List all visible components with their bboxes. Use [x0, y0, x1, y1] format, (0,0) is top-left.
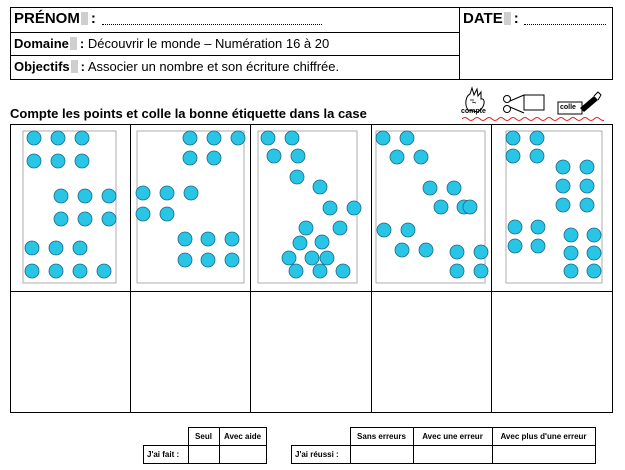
- date-field: DATE :: [463, 10, 519, 27]
- card-5-dot: [580, 160, 594, 174]
- plus-erreur-check-cell[interactable]: [492, 446, 595, 464]
- paste-box-3[interactable]: [251, 292, 370, 412]
- card-1-dot: [25, 264, 39, 278]
- card-2-dot: [160, 186, 174, 200]
- sans-erreurs-header: Sans erreurs: [350, 428, 413, 446]
- card-2-dot: [136, 207, 150, 221]
- card-3-dot: [323, 201, 337, 215]
- card-5-dot: [506, 149, 520, 163]
- card-3-dot: [290, 170, 304, 184]
- card-1-dot: [27, 131, 41, 145]
- card-2-dot: [231, 131, 245, 145]
- card-4-dot: [450, 245, 464, 259]
- card-1-dot: [51, 154, 65, 168]
- card-4-dot: [377, 223, 391, 237]
- card-5-dot: [531, 239, 545, 253]
- card-3-dot: [282, 251, 296, 265]
- seul-header: Seul: [188, 428, 219, 446]
- card-5-dot: [564, 228, 578, 242]
- card-5-dot: [580, 198, 594, 212]
- card-3-dot: [333, 221, 347, 235]
- domaine-label: Domaine: [14, 36, 69, 51]
- card-2-dot: [183, 151, 197, 165]
- instruction-text: Compte les points et colle la bonne étiquette dans la case: [10, 106, 367, 121]
- card-4-dot: [474, 264, 488, 278]
- card-1-dot: [75, 131, 89, 145]
- objectifs-row: Objectifs : Associer un nombre et son écriture chiffrée.: [14, 59, 340, 74]
- card-5-dot: [556, 160, 570, 174]
- card-5-dot: [531, 220, 545, 234]
- card-1-dot: [49, 241, 63, 255]
- card-3-dot: [313, 180, 327, 194]
- prenom-field: PRÉNOM :: [14, 10, 96, 27]
- card-1-dot: [73, 241, 87, 255]
- card-2-dot: [225, 253, 239, 267]
- card-2-dot: [201, 232, 215, 246]
- card-4-dot: [419, 243, 433, 257]
- card-5-dot: [587, 246, 601, 260]
- paste-box-5[interactable]: [492, 292, 612, 412]
- card-1-dot: [97, 264, 111, 278]
- seul-check-cell[interactable]: [188, 446, 219, 464]
- card-5-dot: [580, 179, 594, 193]
- objectifs-value: Associer un nombre et son écriture chiffrée.: [87, 59, 340, 74]
- card-4-dot: [400, 131, 414, 145]
- avec-aide-check-cell[interactable]: [219, 446, 266, 464]
- card-1-dot: [49, 264, 63, 278]
- card-2-dot: [178, 253, 192, 267]
- card-1-dot: [25, 241, 39, 255]
- card-1-dot: [73, 264, 87, 278]
- card-4-dot: [401, 223, 415, 237]
- evaluation-table-left: [143, 427, 267, 464]
- card-2-dot: [207, 151, 221, 165]
- card-5-dot: [530, 131, 544, 145]
- card-3-dot: [320, 251, 334, 265]
- domaine-row: Domaine : Découvrir le monde – Numération 16 à 20: [14, 36, 330, 51]
- card-4-dot: [474, 245, 488, 259]
- card-1-dot: [78, 189, 92, 203]
- card-3-dot: [305, 251, 319, 265]
- card-5-dot: [587, 228, 601, 242]
- card-1-frame: [23, 131, 116, 283]
- jai-fait-label: J'ai fait :: [144, 446, 189, 464]
- card-1-dot: [54, 212, 68, 226]
- card-3-dot: [267, 149, 281, 163]
- card-2-dot: [201, 253, 215, 267]
- card-5-dot: [556, 179, 570, 193]
- card-5-dot: [564, 264, 578, 278]
- card-4-dot: [434, 200, 448, 214]
- card-5-dot: [530, 149, 544, 163]
- card-4-dot: [447, 181, 461, 195]
- card-5-dot: [564, 246, 578, 260]
- card-3-dot: [291, 149, 305, 163]
- prenom-label: PRÉNOM: [14, 10, 80, 27]
- paste-box-1[interactable]: [11, 292, 129, 412]
- card-4-dot: [423, 181, 437, 195]
- card-2-dot: [183, 131, 197, 145]
- card-2-dot: [225, 232, 239, 246]
- colle-label: colle: [560, 104, 576, 111]
- card-2-dot: [160, 207, 174, 221]
- card-5-dot: [508, 220, 522, 234]
- card-4-dot: [376, 131, 390, 145]
- card-1-dot: [102, 212, 116, 226]
- paste-box-4[interactable]: [372, 292, 490, 412]
- card-1-dot: [75, 154, 89, 168]
- card-3-dot: [336, 264, 350, 278]
- une-erreur-check-cell[interactable]: [413, 446, 492, 464]
- card-4-dot: [395, 243, 409, 257]
- card-2-dot: [136, 186, 150, 200]
- domaine-value: Découvrir le monde – Numération 16 à 20: [87, 36, 330, 51]
- compte-label: compte: [461, 108, 486, 115]
- card-5-dot: [556, 198, 570, 212]
- card-5-dot: [587, 264, 601, 278]
- card-2-dot: [178, 232, 192, 246]
- card-3-dot: [347, 201, 361, 215]
- card-1-dot: [54, 189, 68, 203]
- card-3-dot: [261, 131, 275, 145]
- card-3-dot: [285, 131, 299, 145]
- card-3-dot: [289, 264, 303, 278]
- jai-reussi-label: J'ai réussi :: [292, 446, 351, 464]
- card-3-dot: [293, 236, 307, 250]
- card-3-dot: [315, 235, 329, 249]
- card-3-dot: [313, 264, 327, 278]
- date-label: DATE: [463, 10, 503, 27]
- card-5-dot: [508, 239, 522, 253]
- card-1-dot: [78, 212, 92, 226]
- card-1-dot: [27, 154, 41, 168]
- objectifs-label: Objectifs: [14, 59, 70, 74]
- card-5-dot: [506, 131, 520, 145]
- card-4-dot: [463, 200, 477, 214]
- card-4-dot: [450, 264, 464, 278]
- card-4-dot: [414, 150, 428, 164]
- paste-box-2[interactable]: [131, 292, 249, 412]
- card-2-dot: [207, 131, 221, 145]
- sans-erreurs-check-cell[interactable]: [350, 446, 413, 464]
- card-1-dot: [102, 189, 116, 203]
- avec-aide-header: Avec aide: [219, 428, 266, 446]
- card-4-dot: [390, 150, 404, 164]
- evaluation-table-right: [291, 427, 596, 464]
- card-3-dot: [299, 221, 313, 235]
- plus-erreur-header: Avec plus d'une erreur: [492, 428, 595, 446]
- une-erreur-header: Avec une erreur: [413, 428, 492, 446]
- card-2-dot: [184, 186, 198, 200]
- card-1-dot: [51, 131, 65, 145]
